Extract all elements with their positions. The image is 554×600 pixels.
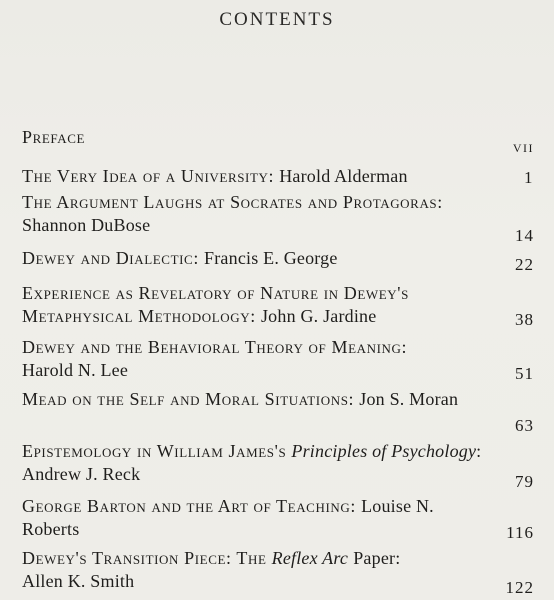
page-title: CONTENTS [219,9,335,30]
entry-author: Harold Alderman [279,166,408,186]
entry-author: Francis E. George [204,248,338,268]
entry-title: Preface [22,127,86,147]
toc-entry-preface [22,126,482,149]
entry-title: The Very Idea of a University: [22,166,275,186]
entry-title: George Barton and the Art of Teaching: [22,496,356,516]
entry-title-suffix: Paper: [353,548,401,568]
entry-author: John G. Jardine [260,306,377,326]
entry-title: Dewey and the Behavioral Theory of Meaning: [22,337,408,357]
entry-title: Experience as Revelatory of Nature in Dewey's Metaphysical Methodology: [22,283,409,326]
toc-entry [22,247,482,270]
entry-page-number: 1 [524,168,534,187]
toc-entry [22,191,482,237]
entry-author: Jon S. Moran [359,389,459,409]
toc-entry [22,388,482,411]
entry-author: Andrew J. Reck [22,464,141,484]
entry-title: Dewey and Dialectic: [22,248,199,268]
toc-entry [22,547,482,593]
entry-author: Harold N. Lee [22,360,129,380]
entry-page-number: 63 [515,416,534,435]
toc-entry [22,440,482,486]
toc-entry [22,495,482,541]
entry-author: Shannon DuBose [22,215,151,235]
entry-page-number: 14 [515,226,534,245]
entry-title: Epistemology in William James's [22,441,287,461]
entry-page-number: vii [512,137,534,156]
toc-entry [22,282,482,328]
toc-entry [22,336,482,382]
toc-entry [22,165,482,188]
entry-title-italic: Principles of Psychology [291,441,477,461]
entry-author: Louise N. Roberts [22,496,434,539]
entry-page-number: 51 [515,364,534,383]
entry-author: Allen K. Smith [22,571,135,591]
entry-page-number: 79 [515,472,534,491]
entry-page-number: 122 [505,578,534,597]
entry-title: Mead on the Self and Moral Situations: [22,389,355,409]
entry-page-number: 116 [506,523,534,542]
entry-title-italic: Reflex Arc [271,548,349,568]
entry-title: The Argument Laughs at Socrates and Protagoras: [22,192,443,212]
entry-page-number: 38 [515,310,534,329]
entry-title-suffix: : [476,441,482,461]
entry-title: Dewey's Transition Piece: The [22,548,267,568]
entry-page-number: 22 [515,255,534,274]
